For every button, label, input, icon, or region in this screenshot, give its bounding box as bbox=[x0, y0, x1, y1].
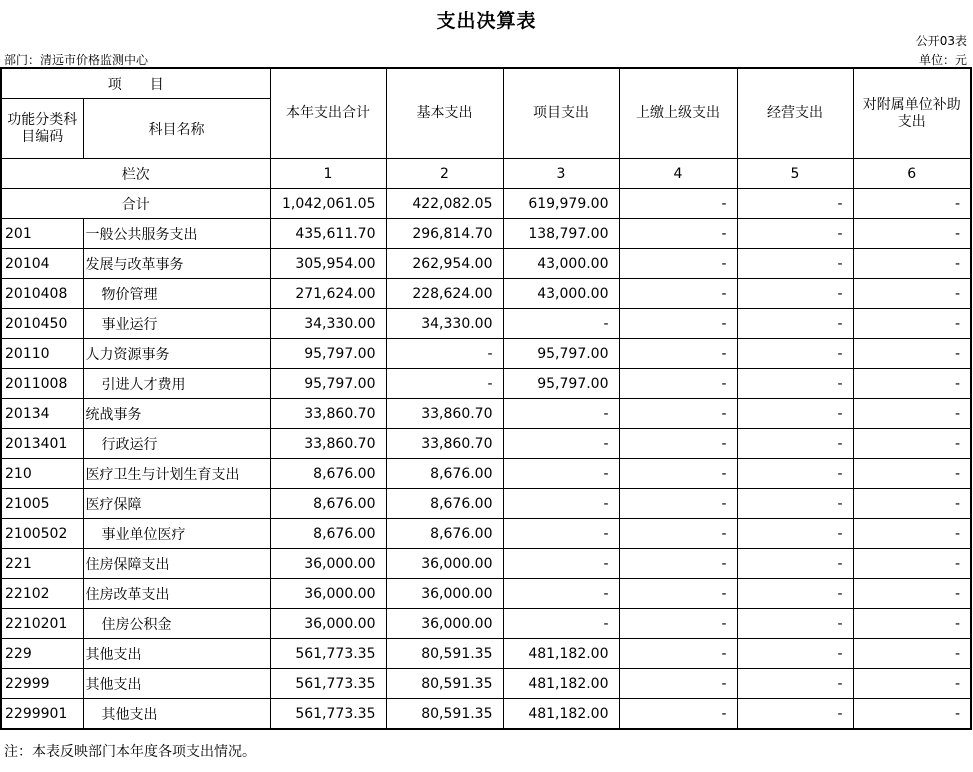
row-value: - bbox=[853, 339, 971, 369]
row-value: - bbox=[619, 219, 737, 249]
header-item: 项 目 bbox=[1, 68, 270, 99]
row-value: - bbox=[503, 399, 619, 429]
row-value: 34,330.00 bbox=[270, 309, 386, 339]
row-value: 271,624.00 bbox=[270, 279, 386, 309]
table-row bbox=[1, 699, 971, 730]
col-index: 5 bbox=[737, 159, 853, 189]
row-value: 138,797.00 bbox=[503, 219, 619, 249]
row-value: 228,624.00 bbox=[386, 279, 503, 309]
row-name: 物价管理 bbox=[83, 279, 270, 309]
total-value: - bbox=[619, 189, 737, 219]
row-value: 80,591.35 bbox=[386, 669, 503, 699]
row-value: - bbox=[503, 519, 619, 549]
row-value: 36,000.00 bbox=[386, 549, 503, 579]
row-name: 医疗卫生与计划生育支出 bbox=[83, 459, 270, 489]
table-row bbox=[1, 219, 971, 249]
header-name: 科目名称 bbox=[83, 99, 270, 159]
expenditure-table bbox=[0, 67, 972, 730]
header-col3: 项目支出 bbox=[503, 68, 619, 159]
header-col6: 对附属单位补助支出 bbox=[853, 68, 971, 159]
row-value: 8,676.00 bbox=[386, 519, 503, 549]
row-value: - bbox=[737, 339, 853, 369]
row-value: 80,591.35 bbox=[386, 699, 503, 730]
row-value: 33,860.70 bbox=[386, 429, 503, 459]
table-row bbox=[1, 639, 971, 669]
row-value: - bbox=[737, 249, 853, 279]
row-name: 医疗保障 bbox=[83, 489, 270, 519]
row-value: - bbox=[619, 249, 737, 279]
table-row bbox=[1, 279, 971, 309]
row-value: - bbox=[619, 579, 737, 609]
row-code: 2010408 bbox=[1, 279, 83, 309]
row-value: - bbox=[737, 489, 853, 519]
row-value: - bbox=[737, 669, 853, 699]
row-code: 20134 bbox=[1, 399, 83, 429]
row-value: 8,676.00 bbox=[386, 459, 503, 489]
row-value: - bbox=[737, 549, 853, 579]
row-value: - bbox=[619, 519, 737, 549]
row-value: - bbox=[853, 459, 971, 489]
row-name: 其他支出 bbox=[83, 669, 270, 699]
row-value: - bbox=[503, 579, 619, 609]
col-index: 4 bbox=[619, 159, 737, 189]
table-row bbox=[1, 549, 971, 579]
row-value: - bbox=[737, 219, 853, 249]
row-value: 36,000.00 bbox=[270, 549, 386, 579]
row-value: - bbox=[619, 549, 737, 579]
row-value: - bbox=[619, 459, 737, 489]
row-value: 561,773.35 bbox=[270, 669, 386, 699]
row-value: 561,773.35 bbox=[270, 639, 386, 669]
row-value: - bbox=[619, 609, 737, 639]
row-value: - bbox=[853, 309, 971, 339]
row-value: - bbox=[503, 609, 619, 639]
row-name: 其他支出 bbox=[83, 699, 270, 730]
row-code: 221 bbox=[1, 549, 83, 579]
table-row bbox=[1, 579, 971, 609]
header-code: 功能分类科目编码 bbox=[1, 99, 83, 159]
unit-label: 单位：元 bbox=[918, 53, 967, 67]
row-name: 发展与改革事务 bbox=[83, 249, 270, 279]
row-value: - bbox=[853, 579, 971, 609]
row-value: - bbox=[853, 639, 971, 669]
col-index: 6 bbox=[853, 159, 971, 189]
row-name: 其他支出 bbox=[83, 639, 270, 669]
row-name: 人力资源事务 bbox=[83, 339, 270, 369]
row-value: - bbox=[619, 399, 737, 429]
row-value: 561,773.35 bbox=[270, 699, 386, 730]
row-value: 262,954.00 bbox=[386, 249, 503, 279]
row-name: 住房保障支出 bbox=[83, 549, 270, 579]
table-row bbox=[1, 459, 971, 489]
row-value: 36,000.00 bbox=[270, 609, 386, 639]
row-code: 21005 bbox=[1, 489, 83, 519]
row-value: 95,797.00 bbox=[503, 339, 619, 369]
header-col4: 上缴上级支出 bbox=[619, 68, 737, 159]
table-row bbox=[1, 399, 971, 429]
row-code: 2210201 bbox=[1, 609, 83, 639]
row-value: - bbox=[853, 279, 971, 309]
col-index: 1 bbox=[270, 159, 386, 189]
col-index-label: 栏次 bbox=[1, 159, 270, 189]
row-value: - bbox=[737, 399, 853, 429]
row-value: 435,611.70 bbox=[270, 219, 386, 249]
row-value: 43,000.00 bbox=[503, 249, 619, 279]
row-value: 481,182.00 bbox=[503, 699, 619, 730]
row-value: - bbox=[853, 609, 971, 639]
header-col1: 本年支出合计 bbox=[270, 68, 386, 159]
row-value: 33,860.70 bbox=[270, 429, 386, 459]
row-value: 481,182.00 bbox=[503, 669, 619, 699]
row-value: - bbox=[853, 249, 971, 279]
row-value: - bbox=[737, 609, 853, 639]
row-value: - bbox=[737, 429, 853, 459]
row-value: 36,000.00 bbox=[386, 579, 503, 609]
row-name: 引进人才费用 bbox=[83, 369, 270, 399]
row-name: 一般公共服务支出 bbox=[83, 219, 270, 249]
table-row bbox=[1, 249, 971, 279]
row-value: 296,814.70 bbox=[386, 219, 503, 249]
total-label: 合计 bbox=[1, 189, 270, 219]
row-code: 210 bbox=[1, 459, 83, 489]
row-value: - bbox=[619, 279, 737, 309]
row-value: - bbox=[737, 639, 853, 669]
row-value: - bbox=[853, 489, 971, 519]
row-name: 统战事务 bbox=[83, 399, 270, 429]
row-value: 36,000.00 bbox=[386, 609, 503, 639]
row-code: 20110 bbox=[1, 339, 83, 369]
col-index: 3 bbox=[503, 159, 619, 189]
row-code: 2011008 bbox=[1, 369, 83, 399]
table-row bbox=[1, 609, 971, 639]
total-value: - bbox=[853, 189, 971, 219]
row-code: 20104 bbox=[1, 249, 83, 279]
row-value: 34,330.00 bbox=[386, 309, 503, 339]
row-value: 33,860.70 bbox=[386, 399, 503, 429]
row-value: - bbox=[737, 519, 853, 549]
row-value: - bbox=[503, 309, 619, 339]
row-value: - bbox=[619, 699, 737, 730]
row-value: 33,860.70 bbox=[270, 399, 386, 429]
row-name: 事业运行 bbox=[83, 309, 270, 339]
total-value: 422,082.05 bbox=[386, 189, 503, 219]
page-title: 支出决算表 bbox=[436, 10, 537, 32]
row-value: - bbox=[619, 309, 737, 339]
row-value: - bbox=[853, 369, 971, 399]
row-value: 8,676.00 bbox=[270, 459, 386, 489]
header-col2: 基本支出 bbox=[386, 68, 503, 159]
row-value: - bbox=[619, 429, 737, 459]
row-value: 305,954.00 bbox=[270, 249, 386, 279]
row-value: - bbox=[619, 339, 737, 369]
row-name: 住房改革支出 bbox=[83, 579, 270, 609]
row-value: - bbox=[737, 369, 853, 399]
row-value: - bbox=[853, 549, 971, 579]
row-value: 36,000.00 bbox=[270, 579, 386, 609]
row-code: 229 bbox=[1, 639, 83, 669]
row-code: 22999 bbox=[1, 669, 83, 699]
row-value: 80,591.35 bbox=[386, 639, 503, 669]
row-value: - bbox=[853, 699, 971, 730]
table-row bbox=[1, 489, 971, 519]
department-label: 部门：清远市价格监测中心 bbox=[4, 53, 149, 67]
row-value: - bbox=[853, 399, 971, 429]
total-value: - bbox=[737, 189, 853, 219]
table-row bbox=[1, 369, 971, 399]
row-code: 2010450 bbox=[1, 309, 83, 339]
row-value: - bbox=[503, 459, 619, 489]
table-row bbox=[1, 309, 971, 339]
row-value: - bbox=[503, 429, 619, 459]
row-value: - bbox=[619, 369, 737, 399]
row-value: 95,797.00 bbox=[270, 369, 386, 399]
row-value: - bbox=[737, 309, 853, 339]
row-code: 22102 bbox=[1, 579, 83, 609]
row-value: - bbox=[386, 369, 503, 399]
form-number: 公开03表 bbox=[915, 34, 967, 48]
row-name: 事业单位医疗 bbox=[83, 519, 270, 549]
row-value: - bbox=[619, 489, 737, 519]
row-value: 8,676.00 bbox=[270, 489, 386, 519]
row-value: - bbox=[737, 699, 853, 730]
row-value: 95,797.00 bbox=[270, 339, 386, 369]
row-value: - bbox=[737, 279, 853, 309]
row-value: - bbox=[737, 579, 853, 609]
row-value: - bbox=[503, 549, 619, 579]
row-value: 95,797.00 bbox=[503, 369, 619, 399]
row-name: 行政运行 bbox=[83, 429, 270, 459]
total-value: 619,979.00 bbox=[503, 189, 619, 219]
row-code: 201 bbox=[1, 219, 83, 249]
row-value: 43,000.00 bbox=[503, 279, 619, 309]
row-value: 8,676.00 bbox=[270, 519, 386, 549]
col-index: 2 bbox=[386, 159, 503, 189]
total-value: 1,042,061.05 bbox=[270, 189, 386, 219]
row-code: 2013401 bbox=[1, 429, 83, 459]
row-code: 2100502 bbox=[1, 519, 83, 549]
row-value: - bbox=[503, 489, 619, 519]
row-name: 住房公积金 bbox=[83, 609, 270, 639]
table-row bbox=[1, 519, 971, 549]
table-row bbox=[1, 429, 971, 459]
header-col5: 经营支出 bbox=[737, 68, 853, 159]
row-value: - bbox=[853, 669, 971, 699]
row-value: 8,676.00 bbox=[386, 489, 503, 519]
row-value: - bbox=[386, 339, 503, 369]
footnote: 注：本表反映部门本年度各项支出情况。 bbox=[4, 744, 256, 760]
row-value: - bbox=[853, 429, 971, 459]
row-value: - bbox=[853, 219, 971, 249]
row-value: - bbox=[737, 459, 853, 489]
row-value: - bbox=[619, 669, 737, 699]
row-value: - bbox=[619, 639, 737, 669]
row-value: 481,182.00 bbox=[503, 639, 619, 669]
table-row bbox=[1, 339, 971, 369]
row-code: 2299901 bbox=[1, 699, 83, 730]
table-row bbox=[1, 669, 971, 699]
row-value: - bbox=[853, 519, 971, 549]
